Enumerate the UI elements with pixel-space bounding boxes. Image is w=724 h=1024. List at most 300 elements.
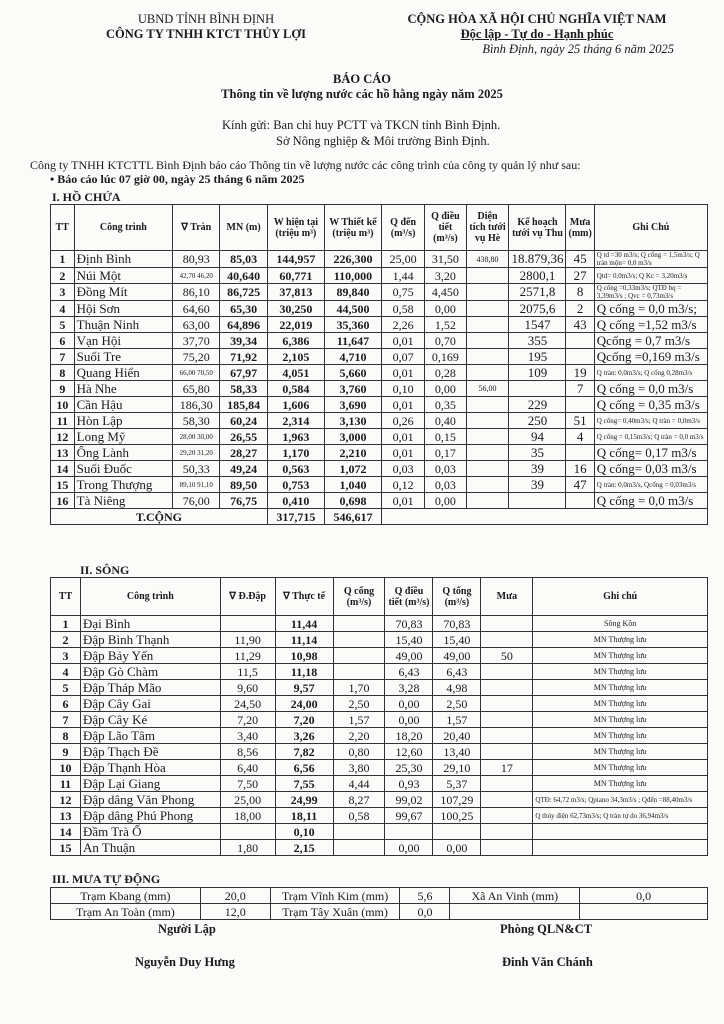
table-row — [51, 381, 708, 397]
table-row — [51, 680, 708, 696]
reservoir-cell: 0,70 — [425, 333, 466, 349]
river-header-cell: ∇ Thực tế — [275, 578, 333, 616]
river-cell: 2,50 — [433, 696, 481, 712]
reservoir-cell: 64,896 — [220, 317, 267, 333]
section-3-title: III. MƯA TỰ ĐỘNG — [52, 872, 161, 886]
river-cell: MN Thượng lưu — [533, 712, 708, 728]
reservoir-cell: 0,10 — [381, 381, 424, 397]
reservoir-cell: Qtd= 0,0m3/s; Q Kc = 3,20m3/s — [594, 268, 707, 284]
reservoir-cell: 229 — [509, 397, 566, 413]
river-cell: Đập Bình Thạnh — [80, 632, 220, 648]
signer-right-title: Phòng QLN&CT — [500, 922, 593, 936]
reservoir-cell: 43 — [566, 317, 594, 333]
table-row — [51, 349, 708, 365]
reservoir-cell: Thuận Ninh — [74, 317, 172, 333]
reservoir-cell: 0,03 — [425, 461, 466, 477]
signer-left-title: Người Lập — [158, 922, 216, 936]
reservoir-cell: 3,690 — [324, 397, 381, 413]
river-cell: 6,40 — [220, 760, 275, 776]
total-label: T.CỘNG — [51, 509, 268, 525]
reservoir-cell: 0,03 — [425, 477, 466, 493]
river-cell: 11,14 — [275, 632, 333, 648]
river-cell — [220, 824, 275, 840]
table-row — [51, 712, 708, 728]
reservoir-cell: 4 — [51, 301, 75, 317]
national-title: CỘNG HÒA XÃ HỘI CHỦ NGHĨA VIỆT NAM — [407, 12, 667, 26]
table-row — [51, 648, 708, 664]
reservoir-cell: Q td =30 m3/s; Q cống = 1,5m3/s; Q tràn mộn= 0,0 m3/s — [594, 251, 707, 268]
reservoir-cell: 64,60 — [173, 301, 220, 317]
river-cell: Đập Thạnh Hòa — [80, 760, 220, 776]
reservoir-cell: 3,130 — [324, 413, 381, 429]
river-cell: 2,15 — [275, 840, 333, 856]
national-motto: Độc lập - Tự do - Hạnh phúc — [460, 27, 614, 41]
reservoir-cell: 25,00 — [381, 251, 424, 268]
intro-text: Công ty TNHH KTCTTL Bình Định báo cáo Thông tin về lượng nước các công trình của công ty quản lý như sau: — [30, 158, 581, 172]
river-cell — [333, 824, 385, 840]
reservoir-cell: 29,20 31,20 — [173, 445, 220, 461]
table-row — [51, 904, 708, 920]
river-cell — [333, 648, 385, 664]
document-date: Bình Định, ngày 25 tháng 6 năm 2025 — [482, 42, 674, 56]
river-cell — [481, 776, 533, 792]
header-left — [96, 12, 316, 42]
header-right — [372, 12, 702, 57]
table-row — [51, 840, 708, 856]
reservoir-cell: Q tràn: 0,0m3/s, Qcống = 0,03m3/s — [594, 477, 707, 493]
reservoir-cell: 1 — [51, 251, 75, 268]
reservoir-cell: 0,28 — [425, 365, 466, 381]
river-cell: MN Thượng lưu — [533, 648, 708, 664]
river-cell: 0,80 — [333, 744, 385, 760]
reservoir-cell: 1,072 — [324, 461, 381, 477]
reservoir-cell: 50,33 — [173, 461, 220, 477]
reservoir-cell: 86,10 — [173, 284, 220, 301]
river-cell: 12,60 — [385, 744, 433, 760]
reservoir-cell: 86,725 — [220, 284, 267, 301]
reservoir-cell: Quang Hiển — [74, 365, 172, 381]
reservoir-cell — [466, 365, 509, 381]
river-cell: 18,11 — [275, 808, 333, 824]
reservoir-cell: 144,957 — [267, 251, 324, 268]
rain-cell: 5,6 — [400, 888, 450, 904]
reservoir-cell: 63,00 — [173, 317, 220, 333]
river-cell — [333, 664, 385, 680]
total-w-design: 546,617 — [324, 509, 381, 525]
reservoir-cell: 2,105 — [267, 349, 324, 365]
reservoir-cell: 26,55 — [220, 429, 267, 445]
reservoir-cell: 4,051 — [267, 365, 324, 381]
recipient-line-1: Kính gửi: Ban chỉ huy PCTT và TKCN tỉnh Bình Định. — [222, 118, 501, 132]
river-cell — [481, 824, 533, 840]
reservoir-cell — [509, 493, 566, 509]
total-empty — [381, 509, 707, 525]
reservoir-cell: Q tràn: 0,0m3/s; Q cống 0,28m3/s — [594, 365, 707, 381]
rain-cell: Trạm Vĩnh Kim (mm) — [270, 888, 400, 904]
river-table — [50, 577, 708, 856]
reservoir-cell: 89,50 — [220, 477, 267, 493]
river-cell — [333, 840, 385, 856]
reservoir-cell: 35 — [509, 445, 566, 461]
reservoir-header-cell: Q điều tiết (m³/s) — [425, 205, 466, 251]
river-cell: 3,40 — [220, 728, 275, 744]
reservoir-cell: 0,410 — [267, 493, 324, 509]
river-cell: 11,18 — [275, 664, 333, 680]
reservoir-cell: 7 — [566, 381, 594, 397]
river-cell: Đập Thạch Đề — [80, 744, 220, 760]
river-cell: MN Thượng lưu — [533, 680, 708, 696]
table-row — [51, 760, 708, 776]
total-row — [51, 509, 708, 525]
river-cell: 3,80 — [333, 760, 385, 776]
reservoir-cell: 56,00 — [466, 381, 509, 397]
reservoir-cell: 7 — [51, 349, 75, 365]
reservoir-cell — [466, 493, 509, 509]
river-cell: Đập Gò Chàm — [80, 664, 220, 680]
river-cell: Đập Bảy Yển — [80, 648, 220, 664]
table-row — [51, 728, 708, 744]
river-cell: 9,60 — [220, 680, 275, 696]
table-row — [51, 429, 708, 445]
river-cell: 99,67 — [385, 808, 433, 824]
reservoir-cell: 3 — [51, 284, 75, 301]
reservoir-cell: 186,30 — [173, 397, 220, 413]
reservoir-cell: 28,00 30,00 — [173, 429, 220, 445]
river-cell — [481, 744, 533, 760]
river-cell: 0,58 — [333, 808, 385, 824]
river-cell: 0,10 — [275, 824, 333, 840]
reservoir-header-cell: Công trình — [74, 205, 172, 251]
rain-cell: Trạm Tây Xuân (mm) — [270, 904, 400, 920]
river-cell: 10,98 — [275, 648, 333, 664]
reservoir-cell: 11 — [51, 413, 75, 429]
river-cell: 4,98 — [433, 680, 481, 696]
river-cell: 7,82 — [275, 744, 333, 760]
reservoir-cell: 42,70 46,20 — [173, 268, 220, 284]
reservoir-cell: 0,563 — [267, 461, 324, 477]
reservoir-cell: 27 — [566, 268, 594, 284]
reservoir-cell: 8 — [566, 284, 594, 301]
reservoir-cell — [466, 429, 509, 445]
reservoir-cell: Định Bình — [74, 251, 172, 268]
reservoir-cell: 2,26 — [381, 317, 424, 333]
reservoir-cell: Ông Lành — [74, 445, 172, 461]
reservoir-cell: Qcống = 0,7 m3/s — [594, 333, 707, 349]
river-cell: 7,50 — [220, 776, 275, 792]
river-cell: MN Thượng lưu — [533, 776, 708, 792]
reservoir-cell: 0,12 — [381, 477, 424, 493]
river-cell: 12 — [51, 792, 81, 808]
river-cell — [481, 632, 533, 648]
river-cell: 25,30 — [385, 760, 433, 776]
river-cell: 8 — [51, 728, 81, 744]
reservoir-cell: 110,000 — [324, 268, 381, 284]
reservoir-cell: 76,75 — [220, 493, 267, 509]
reservoir-header-cell: Kế hoạch tưới vụ Thu — [509, 205, 566, 251]
reservoir-cell: 45 — [566, 251, 594, 268]
river-cell — [481, 728, 533, 744]
river-cell: 11,5 — [220, 664, 275, 680]
river-cell — [433, 824, 481, 840]
reservoir-cell: 1547 — [509, 317, 566, 333]
document-header — [0, 12, 724, 72]
river-cell: Đập Tháp Mão — [80, 680, 220, 696]
reservoir-cell: 438,80 — [466, 251, 509, 268]
rain-table — [50, 887, 708, 920]
reservoir-cell: 0,01 — [381, 333, 424, 349]
river-cell: 6 — [51, 696, 81, 712]
reservoir-cell: 0,698 — [324, 493, 381, 509]
reservoir-table — [50, 204, 708, 525]
river-cell: QTĐ: 64,72 m3/s; Qpiano 34,3m3/s ; Qđến =88,40m3/s — [533, 792, 708, 808]
river-cell: 7 — [51, 712, 81, 728]
table-row — [51, 413, 708, 429]
reservoir-cell: 3,760 — [324, 381, 381, 397]
reservoir-cell: 58,30 — [173, 413, 220, 429]
river-cell: 11 — [51, 776, 81, 792]
river-cell: 20,40 — [433, 728, 481, 744]
reservoir-cell: 65,30 — [220, 301, 267, 317]
reservoir-cell: Hà Nhe — [74, 381, 172, 397]
river-cell — [333, 616, 385, 632]
river-cell: 49,00 — [385, 648, 433, 664]
reservoir-cell: Q cống= 0,17 m3/s — [594, 445, 707, 461]
reservoir-cell: 13 — [51, 445, 75, 461]
reservoir-cell: 1,170 — [267, 445, 324, 461]
reservoir-cell — [566, 397, 594, 413]
reservoir-cell: Qcống =0,169 m3/s — [594, 349, 707, 365]
reservoir-cell — [466, 397, 509, 413]
reservoir-cell: 0,00 — [425, 381, 466, 397]
river-cell — [481, 808, 533, 824]
reservoir-cell: 47 — [566, 477, 594, 493]
river-cell — [481, 696, 533, 712]
river-cell — [481, 680, 533, 696]
river-cell: 70,83 — [433, 616, 481, 632]
river-cell — [385, 824, 433, 840]
river-cell: 10 — [51, 760, 81, 776]
river-cell: 24,99 — [275, 792, 333, 808]
river-cell: Đập Cây Gai — [80, 696, 220, 712]
reservoir-cell: 1,44 — [381, 268, 424, 284]
river-header-cell: Q tổng (m³/s) — [433, 578, 481, 616]
river-cell: 13 — [51, 808, 81, 824]
reservoir-cell: 1,040 — [324, 477, 381, 493]
reservoir-cell: 31,50 — [425, 251, 466, 268]
reservoir-cell: Suối Tre — [74, 349, 172, 365]
reservoir-cell: 66,00 70,50 — [173, 365, 220, 381]
river-cell: 11,90 — [220, 632, 275, 648]
reservoir-cell: 0,01 — [381, 493, 424, 509]
river-cell: Đầm Trà Ổ — [80, 824, 220, 840]
river-cell: 99,02 — [385, 792, 433, 808]
reservoir-cell: 0,35 — [425, 397, 466, 413]
river-cell: 2 — [51, 632, 81, 648]
river-header-cell: Mưa — [481, 578, 533, 616]
river-cell — [333, 632, 385, 648]
river-cell: MN Thượng lưu — [533, 728, 708, 744]
reservoir-cell: 19 — [566, 365, 594, 381]
river-cell: 4,44 — [333, 776, 385, 792]
river-cell: 8,56 — [220, 744, 275, 760]
reservoir-cell: 2 — [51, 268, 75, 284]
rain-cell: 20,0 — [200, 888, 270, 904]
river-header-cell: TT — [51, 578, 81, 616]
reservoir-cell: 0,01 — [381, 445, 424, 461]
reservoir-cell: 3,20 — [425, 268, 466, 284]
reservoir-cell: Q cống =1,52 m3/s — [594, 317, 707, 333]
report-title-main: BÁO CÁO — [333, 72, 391, 86]
reservoir-cell: 8 — [51, 365, 75, 381]
reservoir-cell: 2,210 — [324, 445, 381, 461]
reservoir-cell: 60,24 — [220, 413, 267, 429]
river-cell — [533, 824, 708, 840]
river-cell: 25,00 — [220, 792, 275, 808]
river-cell: Đập dâng Phú Phong — [80, 808, 220, 824]
reservoir-cell: 65,80 — [173, 381, 220, 397]
table-row — [51, 664, 708, 680]
reservoir-cell: 6 — [51, 333, 75, 349]
reservoir-cell — [466, 301, 509, 317]
reservoir-cell: 0,00 — [425, 493, 466, 509]
river-cell: 5,37 — [433, 776, 481, 792]
report-title-sub: Thông tin về lượng nước các hồ hằng ngày năm 2025 — [221, 87, 503, 101]
reservoir-cell — [466, 413, 509, 429]
reservoir-header-cell: MN (m) — [220, 205, 267, 251]
reservoir-cell: 2800,1 — [509, 268, 566, 284]
reservoir-cell: Trong Thượng — [74, 477, 172, 493]
reservoir-cell: 4 — [566, 429, 594, 445]
table-row — [51, 301, 708, 317]
river-cell: 7,55 — [275, 776, 333, 792]
table-row — [51, 365, 708, 381]
report-title — [0, 72, 724, 102]
reservoir-cell: Q cống= 0,03 m3/s — [594, 461, 707, 477]
reservoir-cell: 28,27 — [220, 445, 267, 461]
table-row — [51, 696, 708, 712]
rain-cell — [580, 904, 708, 920]
river-cell: 13,40 — [433, 744, 481, 760]
river-cell: 50 — [481, 648, 533, 664]
intro-block — [30, 158, 710, 186]
reservoir-cell: 75,20 — [173, 349, 220, 365]
reservoir-cell: Q cống = 0,0 m3/s; — [594, 301, 707, 317]
reservoir-cell: Suối Đuốc — [74, 461, 172, 477]
signer-left-name: Nguyễn Duy Hưng — [135, 955, 235, 969]
rain-cell: Trạm An Toàn (mm) — [51, 904, 201, 920]
reservoir-cell: 2 — [566, 301, 594, 317]
total-w-current: 317,715 — [267, 509, 324, 525]
river-cell: 14 — [51, 824, 81, 840]
reservoir-cell: 0,01 — [381, 397, 424, 413]
reservoir-cell — [566, 493, 594, 509]
river-cell — [481, 664, 533, 680]
river-cell: 6,43 — [433, 664, 481, 680]
river-cell — [481, 712, 533, 728]
river-cell: Sông Kôn — [533, 616, 708, 632]
table-row — [51, 493, 708, 509]
river-cell: 49,00 — [433, 648, 481, 664]
reservoir-cell: 16 — [51, 493, 75, 509]
reservoir-cell: 60,771 — [267, 268, 324, 284]
reservoir-cell: 85,03 — [220, 251, 267, 268]
river-cell: Đập Lão Tâm — [80, 728, 220, 744]
river-cell: 8,27 — [333, 792, 385, 808]
reservoir-cell: 226,300 — [324, 251, 381, 268]
river-cell: 18,20 — [385, 728, 433, 744]
river-cell: MN Thượng lưu — [533, 744, 708, 760]
reservoir-cell: Q cống = 0,0 m3/s — [594, 493, 707, 509]
table-row — [51, 888, 708, 904]
river-cell: MN Thượng lưu — [533, 760, 708, 776]
reservoir-cell: 6,386 — [267, 333, 324, 349]
reservoir-header-cell: W hiện tại (triệu m³) — [267, 205, 324, 251]
reservoir-cell — [566, 349, 594, 365]
river-cell: Đại Bình — [80, 616, 220, 632]
rain-cell — [450, 904, 580, 920]
reservoir-cell: 0,26 — [381, 413, 424, 429]
reservoir-header-cell: Diện tích tưới vụ Hè — [466, 205, 509, 251]
reservoir-cell: 22,019 — [267, 317, 324, 333]
river-cell: An Thuận — [80, 840, 220, 856]
river-cell: 1,57 — [433, 712, 481, 728]
table-row — [51, 333, 708, 349]
reservoir-cell: Tà Niêng — [74, 493, 172, 509]
river-cell: 15,40 — [433, 632, 481, 648]
rain-cell: 12,0 — [200, 904, 270, 920]
reservoir-cell: 0,15 — [425, 429, 466, 445]
table-row — [51, 461, 708, 477]
table-row — [51, 632, 708, 648]
reservoir-cell: Q cống = 0,0 m3/s — [594, 381, 707, 397]
report-time: • Báo cáo lúc 07 giờ 00, ngày 25 tháng 6 năm 2025 — [50, 172, 305, 186]
river-cell: 2,20 — [333, 728, 385, 744]
reservoir-cell: 4,450 — [425, 284, 466, 301]
river-cell: 4 — [51, 664, 81, 680]
reservoir-cell: 0,01 — [381, 365, 424, 381]
reservoir-cell: 67,97 — [220, 365, 267, 381]
river-cell: 2,50 — [333, 696, 385, 712]
reservoir-cell: 76,00 — [173, 493, 220, 509]
reservoir-cell: 37,813 — [267, 284, 324, 301]
river-cell — [481, 840, 533, 856]
reservoir-cell: 40,640 — [220, 268, 267, 284]
reservoir-cell: Đồng Mít — [74, 284, 172, 301]
reservoir-cell: 2075,6 — [509, 301, 566, 317]
river-cell: 6,56 — [275, 760, 333, 776]
reservoir-cell: 16 — [566, 461, 594, 477]
reservoir-cell — [566, 445, 594, 461]
reservoir-cell: 0,169 — [425, 349, 466, 365]
river-header-cell: Ghi chú — [533, 578, 708, 616]
section-1-title: I. HỒ CHỨA — [52, 190, 121, 204]
reservoir-cell: 0,01 — [381, 429, 424, 445]
table-row — [51, 317, 708, 333]
river-cell: 5 — [51, 680, 81, 696]
reservoir-cell: 0,07 — [381, 349, 424, 365]
reservoir-cell: 80,93 — [173, 251, 220, 268]
table-row — [51, 268, 708, 284]
table-row — [51, 251, 708, 268]
reservoir-cell — [466, 461, 509, 477]
reservoir-cell: 37,70 — [173, 333, 220, 349]
river-cell: 7,20 — [275, 712, 333, 728]
river-cell: 100,25 — [433, 808, 481, 824]
rain-cell: 0,0 — [580, 888, 708, 904]
table-row — [51, 776, 708, 792]
river-cell: 70,83 — [385, 616, 433, 632]
reservoir-header-cell: Ghi Chú — [594, 205, 707, 251]
